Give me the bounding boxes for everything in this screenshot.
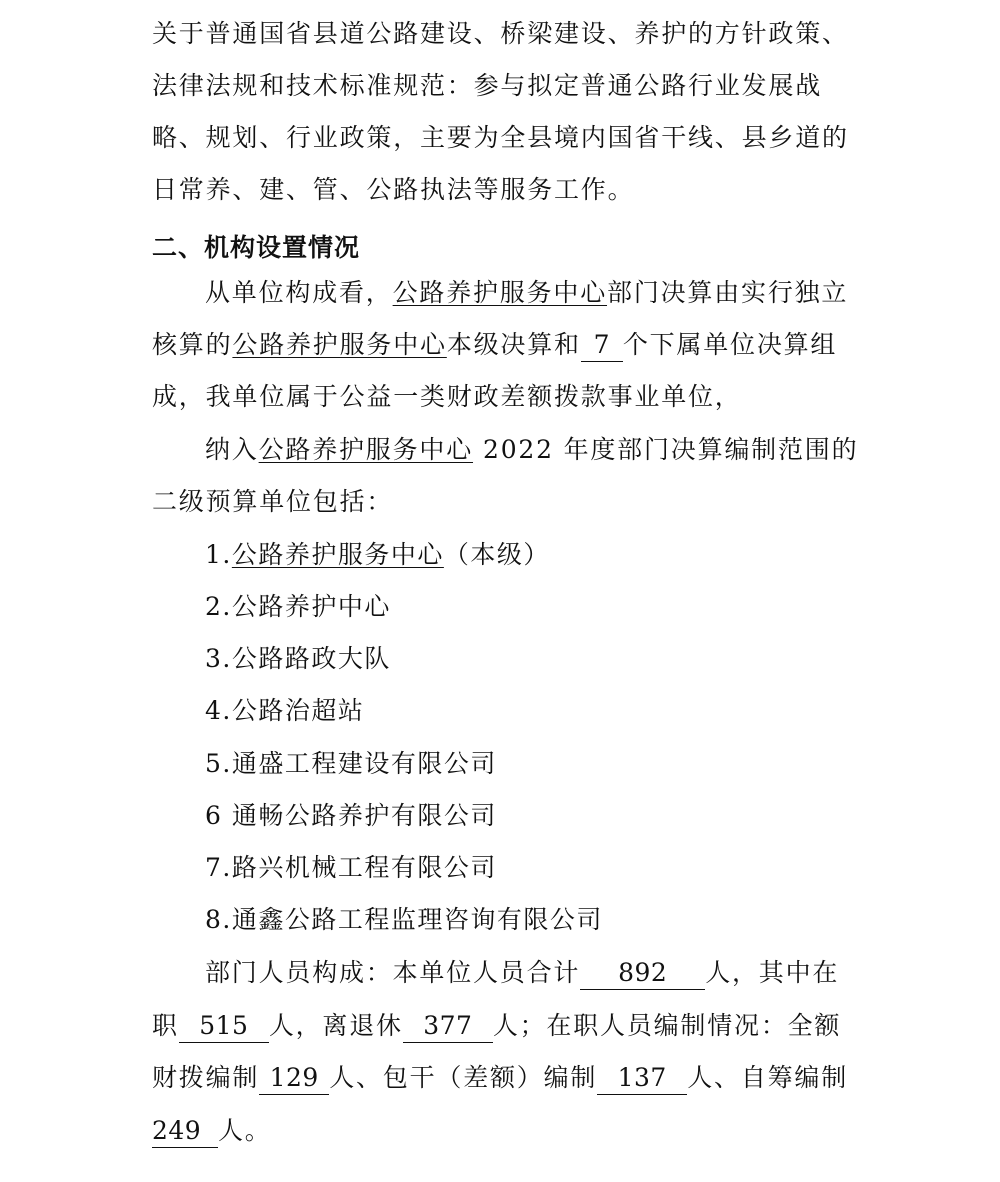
text: 4.公路治超站: [205, 696, 365, 725]
text: 人、自筹编制: [687, 1063, 849, 1092]
text: 2022 年度部门决算编制范围的: [483, 435, 859, 464]
staff-line-1: [205, 953, 905, 993]
self-funded-value: 249: [152, 1116, 218, 1148]
text: 日常养、建、管、公路执法等服务工作。: [152, 175, 635, 204]
subunit-count-value: 7: [581, 330, 623, 362]
text: 核算的: [152, 330, 233, 359]
total-staff-value: 892: [580, 958, 705, 990]
intro-line-1: [152, 14, 852, 54]
list-item: [205, 639, 905, 679]
text: 人，离退休: [268, 1011, 403, 1040]
text: 二级预算单位包括：: [152, 487, 394, 516]
text: 1.: [205, 540, 232, 569]
text: 人、包干（差额）编制: [329, 1063, 598, 1092]
unit-name: 公路养护服务中心: [232, 330, 447, 359]
text: 3.公路路政大队: [205, 644, 391, 673]
text: 部门决算由实行独立: [607, 278, 849, 307]
paragraph-line-3: [152, 377, 852, 417]
differential-value: 137: [597, 1063, 687, 1095]
staff-line-4: [152, 1111, 852, 1151]
text: 2.公路养护中心: [205, 592, 391, 621]
staff-line-2: [152, 1006, 852, 1046]
list-item: [205, 587, 905, 627]
section-heading: [152, 228, 852, 268]
active-staff-value: 515: [179, 1011, 269, 1043]
text: 7.路兴机械工程有限公司: [205, 853, 497, 882]
text: 部门人员构成：本单位人员合计: [205, 958, 581, 987]
heading-text: 二、机构设置情况: [152, 233, 361, 262]
paragraph-line-2: [152, 325, 852, 365]
text: 本级决算和: [446, 330, 581, 359]
list-item: [205, 796, 905, 836]
text: 人，其中在: [705, 958, 840, 987]
text: 个下属单位决算组: [622, 330, 838, 359]
paragraph-line-4: [205, 430, 905, 470]
unit-name: 公路养护服务中心: [258, 435, 474, 464]
staff-line-3: [152, 1058, 852, 1098]
text: 职: [152, 1011, 179, 1040]
text: 人；在职人员编制情况：全额: [492, 1011, 842, 1040]
text: 从单位构成看，: [205, 278, 393, 307]
list-item: [205, 691, 905, 731]
paragraph-line-5: [152, 482, 852, 522]
text: 成，我单位属于公益一类财政差额拨款事业单位，: [152, 382, 742, 411]
unit-name: 公路养护服务中心: [392, 278, 608, 307]
list-item: [205, 744, 905, 784]
paragraph-line-1: [205, 273, 905, 313]
list-item-1: [205, 535, 905, 575]
full-funded-value: 129: [259, 1063, 329, 1095]
intro-line-4: [152, 170, 852, 210]
unit-name: 公路养护服务中心: [231, 540, 444, 569]
text: 人。: [218, 1116, 272, 1145]
text: 纳入: [205, 435, 259, 464]
text: （本级）: [443, 540, 550, 569]
text: 法律法规和技术标准规范：参与拟定普通公路行业发展战: [152, 71, 823, 100]
text: 关于普通国省县道公路建设、桥梁建设、养护的方针政策、: [152, 19, 849, 48]
text: 略、规划、行业政策，主要为全县境内国省干线、县乡道的: [152, 123, 849, 152]
intro-line-2: [152, 66, 852, 106]
text: 6 通畅公路养护有限公司: [205, 801, 497, 830]
retired-staff-value: 377: [403, 1011, 493, 1043]
list-item: [205, 900, 905, 940]
text: 5.通盛工程建设有限公司: [205, 749, 497, 778]
text: 财拨编制: [152, 1063, 260, 1092]
text: 8.通鑫公路工程监理咨询有限公司: [205, 905, 603, 934]
intro-line-3: [152, 118, 852, 158]
list-item: [205, 848, 905, 888]
